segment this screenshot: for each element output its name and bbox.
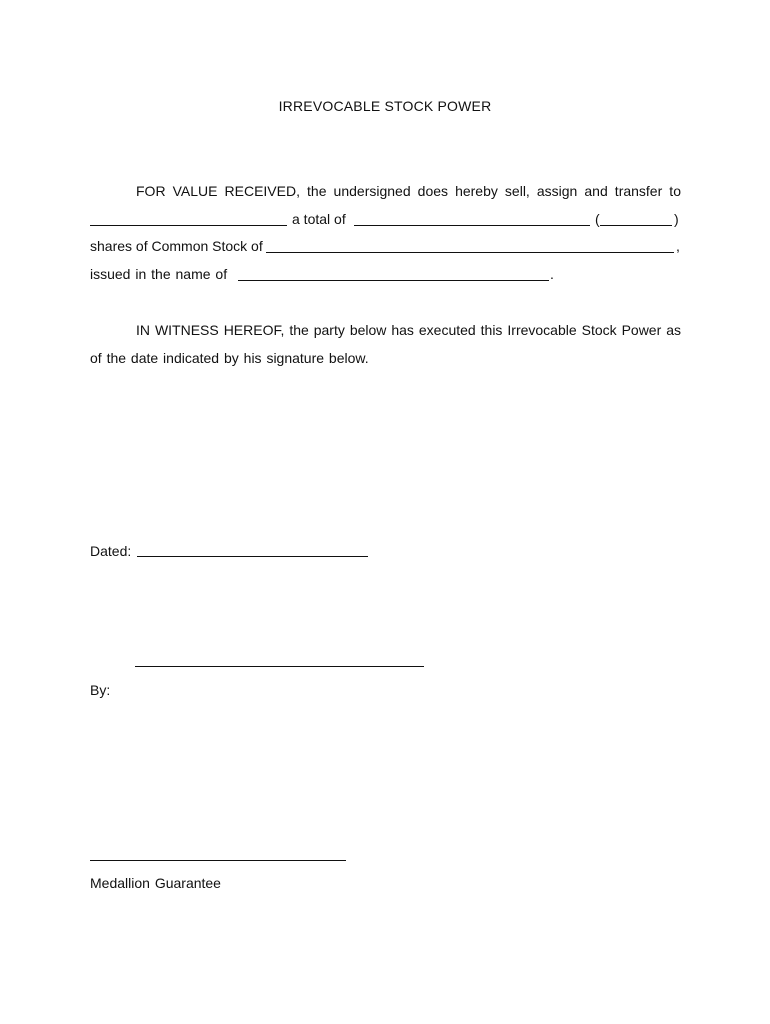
- medallion-guarantee-line[interactable]: [90, 860, 346, 861]
- dated-label: Dated:: [90, 543, 132, 559]
- date-field[interactable]: [137, 556, 368, 557]
- a-total-of-text: a total of: [292, 211, 346, 227]
- close-paren: ): [674, 211, 679, 227]
- signature-line[interactable]: [135, 666, 424, 667]
- period-text: .: [550, 266, 554, 282]
- company-name-field[interactable]: [266, 252, 674, 253]
- para1-line1: FOR VALUE RECEIVED, the undersigned does hereby sell, assign and transfer to: [136, 183, 681, 199]
- registered-name-field[interactable]: [238, 280, 549, 281]
- comma-text: ,: [676, 238, 680, 254]
- share-count-words-field[interactable]: [354, 225, 590, 226]
- by-label: By:: [90, 682, 111, 698]
- open-paren: (: [595, 211, 600, 227]
- medallion-guarantee-label: Medallion Guarantee: [90, 875, 221, 891]
- issued-in-text: issued in the name of: [90, 266, 228, 282]
- share-count-number-field[interactable]: [600, 225, 672, 226]
- shares-of-text: shares of Common Stock of: [90, 238, 263, 254]
- para2-line1: IN WITNESS HEREOF, the party below has executed this Irrevocable Stock Power as: [136, 322, 681, 338]
- para2-line2: of the date indicated by his signature below.: [90, 350, 369, 366]
- document-title: IRREVOCABLE STOCK POWER: [278, 98, 492, 114]
- transferee-field[interactable]: [90, 225, 287, 226]
